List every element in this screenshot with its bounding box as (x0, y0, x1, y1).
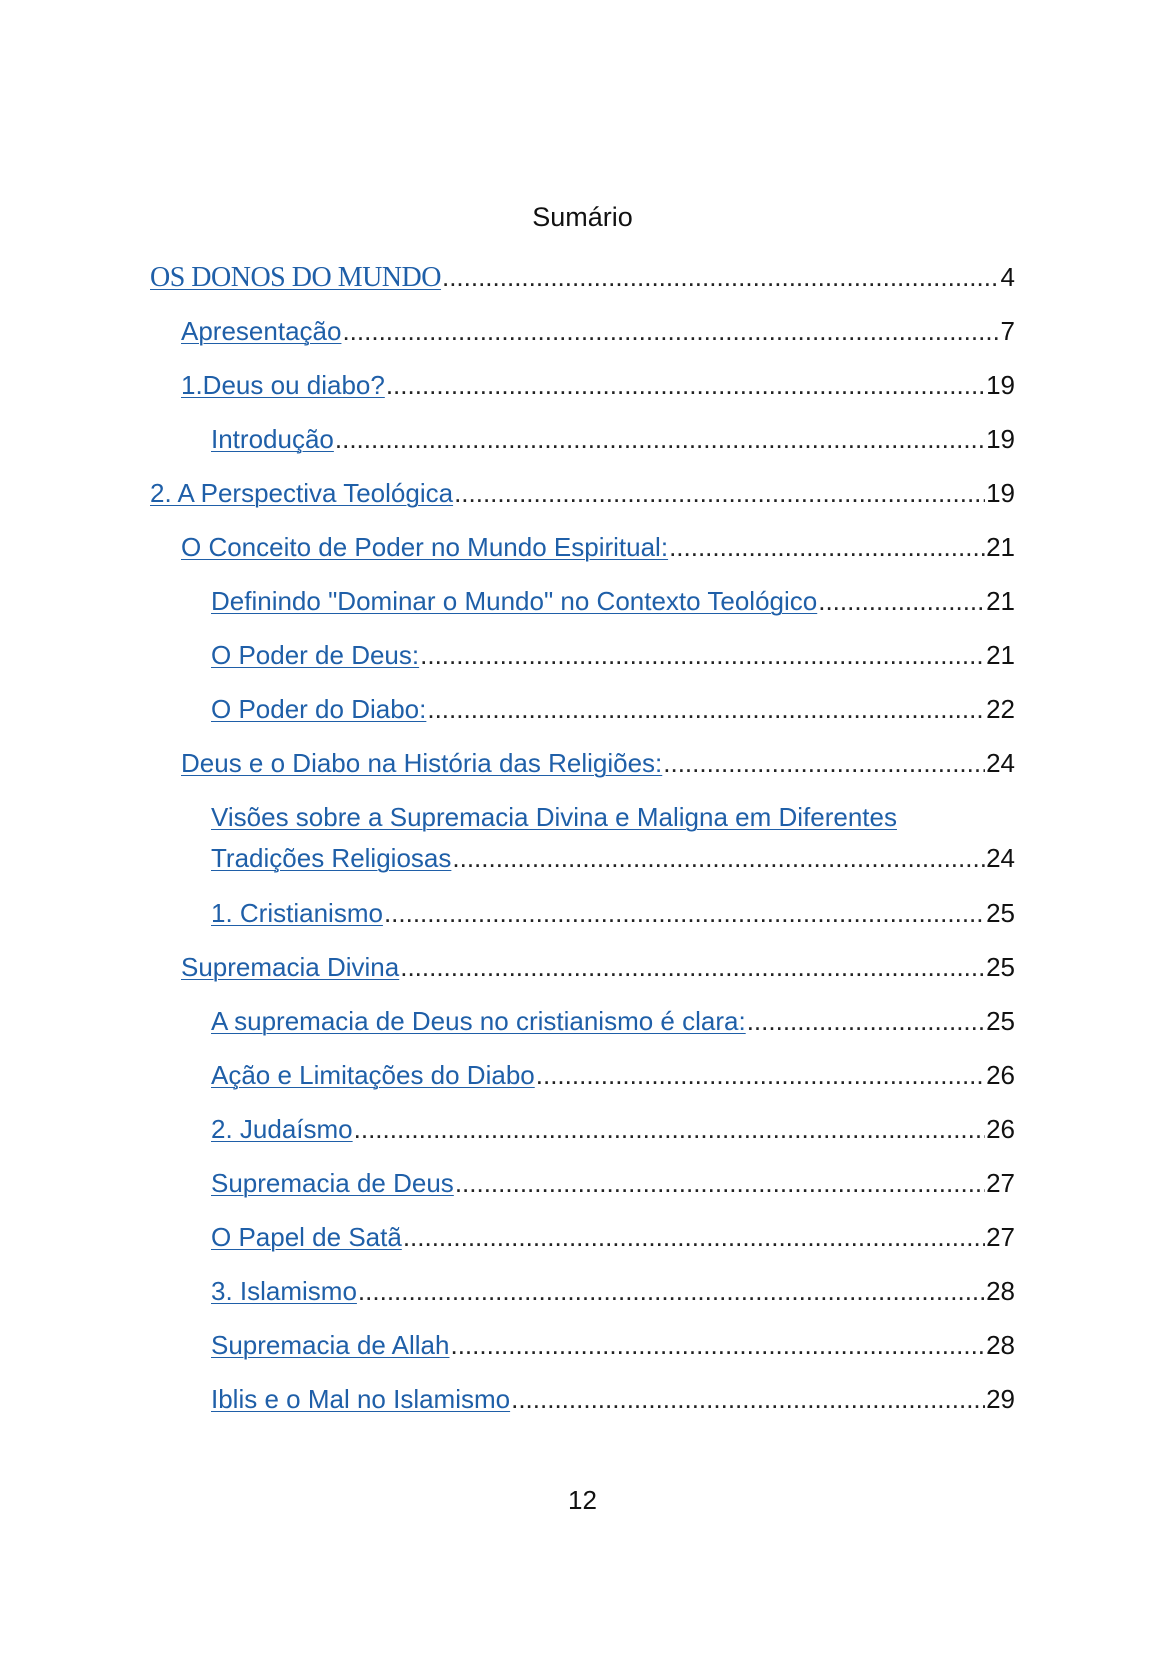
toc-link[interactable]: O Papel de Satã (211, 1222, 402, 1252)
dot-leader (420, 640, 985, 671)
dot-leader (663, 748, 985, 779)
toc-entry-supremacia-divina[interactable] (150, 952, 1015, 1006)
toc-link[interactable]: 3. Islamismo (211, 1276, 357, 1306)
page-number: 12 (568, 1485, 597, 1515)
toc-link[interactable]: Introdução (211, 424, 334, 454)
toc-entry-supremacia-de-deus[interactable] (150, 1168, 1015, 1222)
dot-leader (511, 1384, 985, 1415)
toc-link[interactable]: O Poder de Deus: (211, 640, 420, 670)
toc-page-number: 26 (986, 1114, 1015, 1144)
toc-page-number: 28 (986, 1330, 1015, 1360)
toc-link[interactable]: Deus e o Diabo na História das Religiões: (181, 748, 663, 778)
dot-leader (335, 424, 985, 455)
toc-page-number: 19 (986, 370, 1015, 400)
table-of-contents (150, 262, 1015, 1438)
toc-entry-perspectiva-teologica[interactable] (150, 478, 1015, 532)
toc-page-number: 28 (986, 1276, 1015, 1306)
toc-entry-islamismo[interactable] (150, 1276, 1015, 1330)
toc-page-number: 21 (986, 640, 1015, 670)
toc-page-number: 22 (986, 694, 1015, 724)
dot-leader (386, 370, 985, 401)
dot-leader (403, 1222, 985, 1253)
toc-link[interactable]: Supremacia de Allah (211, 1330, 450, 1360)
dot-leader (442, 262, 1000, 293)
dot-leader (450, 1330, 985, 1361)
toc-link[interactable]: Visões sobre a Supremacia Divina e Maligna em Diferentes (211, 802, 897, 832)
toc-entry-papel-de-sata[interactable] (150, 1222, 1015, 1276)
dot-leader (818, 586, 985, 617)
toc-title: Sumário (532, 202, 633, 232)
dot-leader (536, 1060, 985, 1091)
toc-page-number: 24 (986, 843, 1015, 873)
toc-entry-supremacia-de-allah[interactable] (150, 1330, 1015, 1384)
toc-link[interactable]: O Conceito de Poder no Mundo Espiritual: (181, 532, 669, 562)
toc-entry-conceito-de-poder[interactable] (150, 532, 1015, 586)
toc-entry-os-donos-do-mundo[interactable] (150, 262, 1015, 316)
toc-page-number: 19 (986, 424, 1015, 454)
dot-leader (400, 952, 985, 983)
toc-entry-judaismo[interactable] (150, 1114, 1015, 1168)
dot-leader (455, 1168, 985, 1199)
toc-page-number: 21 (986, 532, 1015, 562)
toc-entry-deus-ou-diabo[interactable] (150, 370, 1015, 424)
toc-link[interactable]: 2. Judaísmo (211, 1114, 353, 1144)
toc-link[interactable]: Supremacia de Deus (211, 1168, 454, 1198)
toc-link[interactable]: 1. Cristianismo (211, 898, 383, 928)
toc-entry-historia-das-religioes[interactable] (150, 748, 1015, 802)
toc-page-number: 25 (986, 898, 1015, 928)
dot-leader (454, 478, 985, 509)
toc-entry-cristianismo[interactable] (150, 898, 1015, 952)
toc-page-number: 25 (986, 1006, 1015, 1036)
toc-link[interactable]: Definindo "Dominar o Mundo" no Contexto Teológico (211, 586, 818, 616)
toc-entry-introducao[interactable] (150, 424, 1015, 478)
toc-entry-definindo-dominar[interactable] (150, 586, 1015, 640)
dot-leader (747, 1006, 985, 1037)
dot-leader (427, 694, 985, 725)
toc-page-number: 4 (1000, 262, 1015, 292)
dot-leader (354, 1114, 985, 1145)
dot-leader (342, 316, 999, 347)
toc-link[interactable]: OS DONOS DO MUNDO (150, 262, 441, 293)
toc-link[interactable]: Apresentação (181, 316, 342, 346)
dot-leader (384, 898, 985, 929)
toc-link[interactable]: Supremacia Divina (181, 952, 400, 982)
toc-link[interactable]: Iblis e o Mal no Islamismo (211, 1384, 511, 1414)
toc-entry-apresentacao[interactable] (150, 316, 1015, 370)
toc-link[interactable]: A supremacia de Deus no cristianismo é clara: (211, 1006, 746, 1036)
toc-link[interactable]: 2. A Perspectiva Teológica (150, 478, 454, 508)
toc-entry-visoes-supremacia[interactable] (150, 802, 1015, 898)
dot-leader (669, 532, 985, 563)
toc-page-number: 27 (986, 1168, 1015, 1198)
dot-leader (452, 843, 985, 874)
toc-link-continuation[interactable]: Tradições Religiosas (211, 843, 452, 873)
toc-page-number: 19 (986, 478, 1015, 508)
toc-page-number: 7 (1000, 316, 1015, 346)
toc-page-number: 29 (986, 1384, 1015, 1414)
toc-page-number: 25 (986, 952, 1015, 982)
toc-link[interactable]: Ação e Limitações do Diabo (211, 1060, 535, 1090)
toc-entry-iblis[interactable] (150, 1384, 1015, 1438)
toc-page-number: 26 (986, 1060, 1015, 1090)
toc-entry-poder-do-diabo[interactable] (150, 694, 1015, 748)
toc-page-number: 24 (986, 748, 1015, 778)
toc-entry-acao-limitacoes[interactable] (150, 1060, 1015, 1114)
toc-link[interactable]: O Poder do Diabo: (211, 694, 427, 724)
toc-page-number: 21 (986, 586, 1015, 616)
toc-entry-poder-de-deus[interactable] (150, 640, 1015, 694)
toc-entry-supremacia-cristianismo[interactable] (150, 1006, 1015, 1060)
dot-leader (358, 1276, 985, 1307)
toc-link[interactable]: 1.Deus ou diabo? (181, 370, 385, 400)
toc-page-number: 27 (986, 1222, 1015, 1252)
